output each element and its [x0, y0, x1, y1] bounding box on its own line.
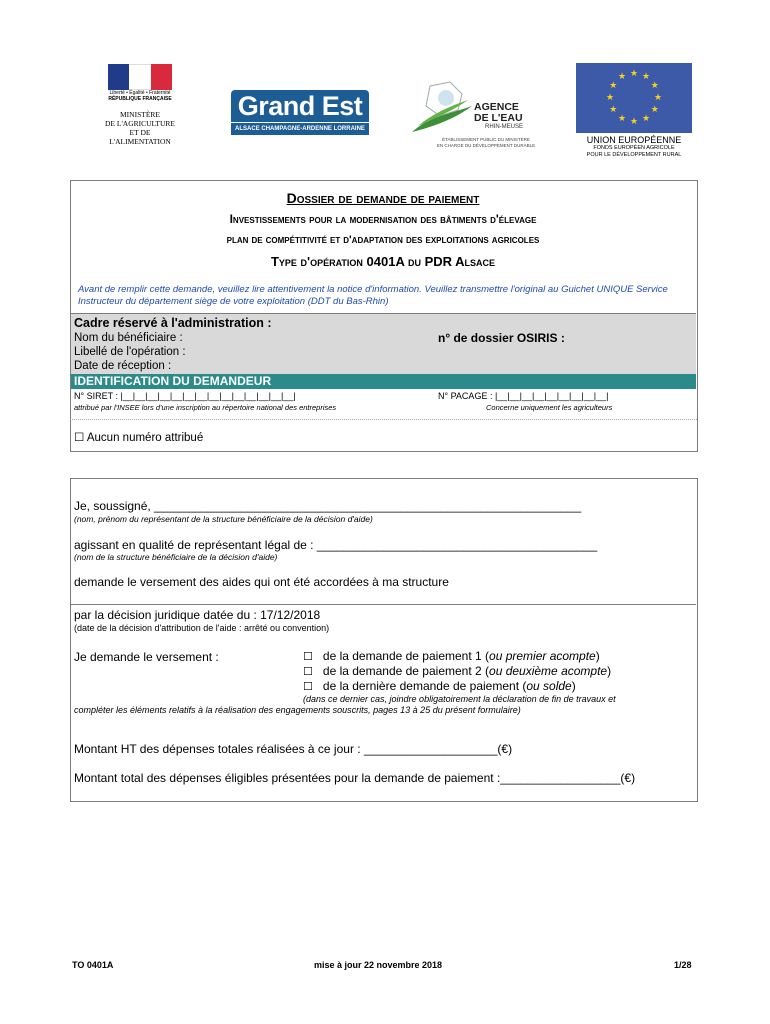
option-paiement-solde[interactable]	[303, 679, 576, 693]
soussigne-note: (nom, prénom du représentant de la structure bénéficiaire de la décision d'aide)	[74, 514, 373, 524]
siret-field[interactable]: N° SIRET : |__|__|__|__|__|__|__|__|__|__|__|__|__|__|	[74, 391, 296, 401]
footer-update-date: mise à jour 22 novembre 2018	[314, 960, 443, 970]
decision-date-note: (date de la décision d'attribution de l'aide : arrêté ou convention)	[74, 623, 330, 633]
option-2-label: de la demande de paiement 2 (	[322, 664, 490, 678]
grand-est-logo	[231, 90, 369, 138]
representant-field[interactable]: agissant en qualité de représentant légal de : __________________________________________	[74, 538, 598, 552]
eu-star-icon: ★	[606, 93, 615, 103]
osiris-label: n° de dossier OSIRIS :	[438, 331, 565, 345]
republique-francaise-logo	[104, 64, 176, 154]
document-plan: plan de compétitivité et d'adaptation des exploitations agricoles	[226, 234, 540, 246]
representant-note: (nom de la structure bénéficiaire de la décision d'aide)	[74, 552, 278, 562]
versement-label: Je demande le versement :	[74, 650, 219, 664]
eu-star-icon: ★	[618, 113, 627, 124]
agence-eau-logo	[410, 76, 550, 156]
admin-heading: Cadre réservé à l'administration :	[74, 316, 272, 330]
republique-name: RÉPUBLIQUE FRANÇAISE	[108, 96, 172, 102]
ministry-name: MINISTÈRE DE L'AGRICULTURE ET DE L'ALIMENTATION	[104, 110, 176, 146]
divider	[70, 419, 697, 420]
eu-star-icon: ★	[618, 72, 627, 83]
document-subtitle: Investissements pour la modernisation des bâtiments d'élevage	[229, 212, 537, 226]
european-union-logo	[576, 63, 692, 161]
montant-ht-field[interactable]: Montant HT des dépenses totales réalisées à ce jour : ____________________(€)	[74, 742, 513, 756]
option-2-detail: ou deuxième acompte	[489, 664, 608, 678]
eu-star-icon: ★	[609, 81, 618, 91]
beneficiary-label: Nom du bénéficiaire :	[74, 332, 183, 344]
eu-star-icon: ★	[654, 93, 663, 103]
admin-section	[71, 313, 696, 374]
footer-page-number: 1/28	[674, 960, 692, 970]
eu-star-icon: ★	[650, 81, 659, 91]
section-divider	[70, 604, 696, 605]
option-1-detail: ou premier acompte	[489, 649, 596, 663]
option-1-label: de la demande de paiement 1 (	[322, 649, 490, 663]
montant-total-field[interactable]: Montant total des dépenses éligibles présentées pour la demande de paiement :__________________(€)	[74, 771, 636, 785]
operation-label: Libellé de l'opération :	[74, 346, 186, 358]
pacage-note: Concerne uniquement les agriculteurs	[486, 403, 613, 412]
eu-fund: FONDS EUROPÉEN AGRICOLE POUR LE DÉVELOPPEMENT RURAL	[586, 145, 682, 158]
french-flag-icon	[108, 64, 172, 90]
agence-eau-name: AGENCE DE L'EAU	[474, 101, 523, 124]
pacage-field[interactable]: N° PACAGE : |__|__|__|__|__|__|__|__|__|	[438, 391, 609, 401]
option-2-close: )	[607, 664, 612, 678]
agence-eau-basin: RHIN-MEUSE	[485, 124, 524, 130]
decision-date-line[interactable]: par la décision juridique datée du : 17/12/2018	[74, 608, 321, 622]
agence-eau-swoosh-icon	[410, 76, 480, 136]
siret-note: attribué par l'INSEE lors d'une inscription au répertoire national des entreprises	[74, 403, 337, 412]
soussigne-field[interactable]: Je, soussigné, ________________________________________________________________	[74, 499, 582, 513]
footer-reference: TO 0401A	[72, 960, 114, 970]
solde-note-2: compléter les éléments relatifs à la réalisation des engagements souscrits, pages 13 à 25 du présent formulaire)	[74, 705, 521, 715]
operation-type: Type d'opération 0401A du PDR Alsace	[270, 254, 496, 269]
identification-heading: IDENTIFICATION DU DEMANDEUR	[71, 374, 696, 389]
eu-name: UNION EUROPÉENNE	[586, 135, 682, 145]
option-3-label: de la dernière demande de paiement (	[322, 679, 527, 693]
eu-star-icon: ★	[650, 105, 659, 115]
checkbox-icon[interactable]: ☐	[303, 650, 313, 663]
eu-star-icon: ★	[630, 117, 639, 127]
eu-star-icon: ★	[630, 69, 639, 79]
eu-flag-icon	[576, 63, 692, 133]
option-3-detail: ou solde	[526, 679, 572, 693]
notice-text: Avant de remplir cette demande, veuillez lire attentivement la notice d'information. Veuillez transmettre l'original au Guichet UNIQUE Service Instructeur du département siège de votre exploitation (DDT du Bas-Rhin)	[78, 284, 668, 307]
no-number-checkbox[interactable]: ☐ Aucun numéro attribué	[74, 432, 204, 444]
option-paiement-2[interactable]	[303, 664, 611, 678]
checkbox-icon[interactable]: ☐	[303, 680, 313, 693]
agence-eau-tagline: ÉTABLISSEMENT PUBLIC DU MINISTÈRE EN CHARGE DU DÉVELOPPEMENT DURABLE	[436, 137, 536, 148]
demande-statement: demande le versement des aides qui ont été accordées à ma structure	[74, 575, 449, 589]
document-title: Dossier de demande de paiement	[286, 190, 480, 206]
eu-star-icon: ★	[609, 105, 618, 115]
eu-star-icon: ★	[642, 72, 651, 83]
solde-note-1: (dans ce dernier cas, joindre obligatoirement la déclaration de fin de travaux et	[303, 694, 616, 704]
eu-star-icon: ★	[642, 113, 651, 124]
option-paiement-1[interactable]	[303, 649, 600, 663]
option-1-close: )	[595, 649, 600, 663]
republique-motto: Liberté • Égalité • Fraternité	[109, 90, 171, 96]
grand-est-name: Grand Est	[231, 90, 369, 122]
reception-date-label: Date de réception :	[74, 360, 172, 372]
checkbox-icon[interactable]: ☐	[303, 665, 313, 678]
grand-est-regions: ALSACE CHAMPAGNE-ARDENNE LORRAINE	[231, 122, 369, 135]
option-3-close: )	[571, 679, 576, 693]
